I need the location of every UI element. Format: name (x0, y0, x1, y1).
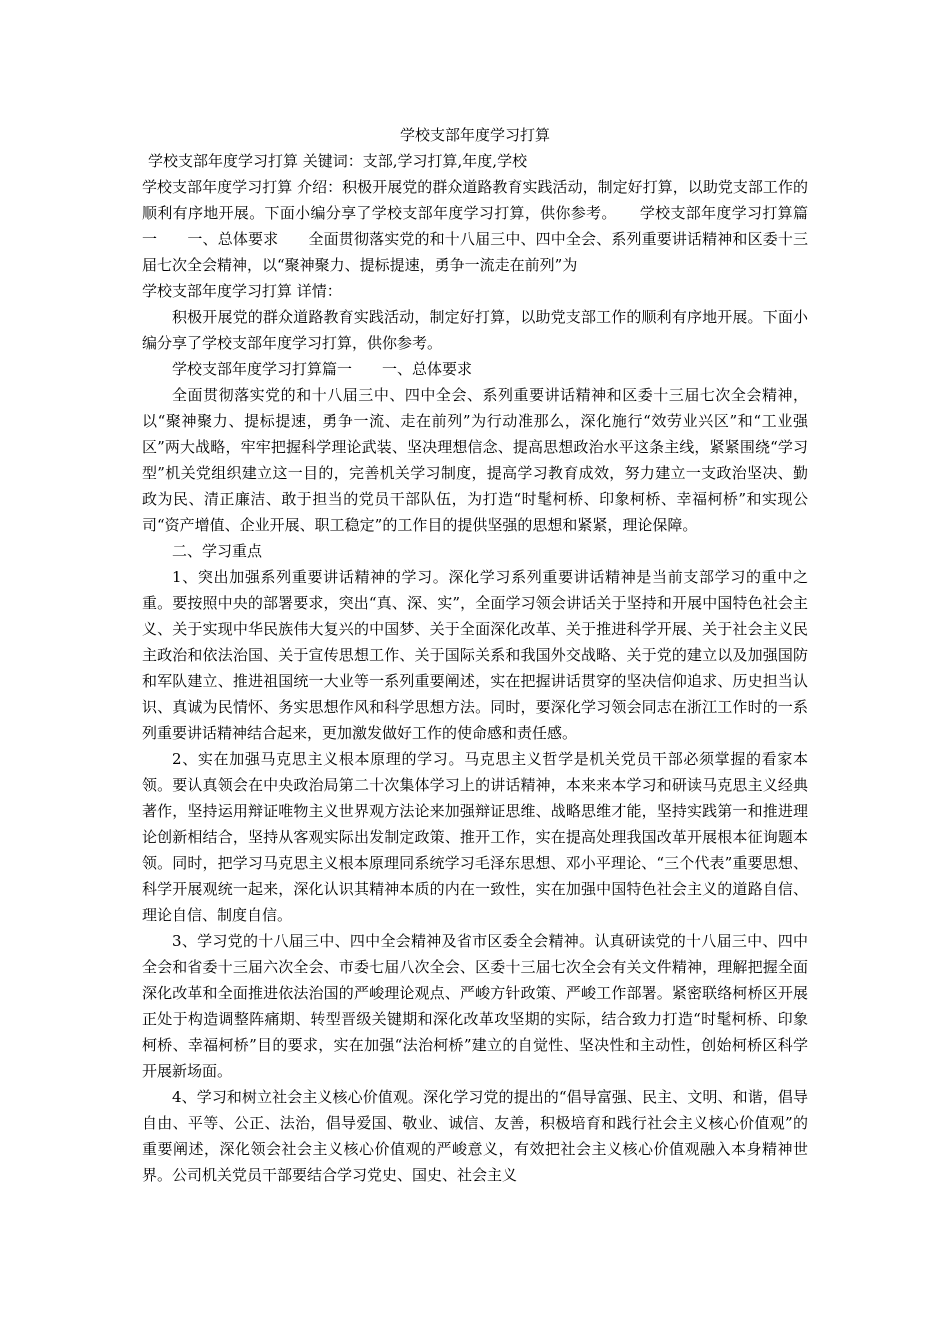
document-title: 学校支部年度学习打算 (399, 126, 550, 144)
details-label: 学校支部年度学习打算 详情： (142, 282, 342, 300)
paragraph-focus-1: 1、突出加强系列重要讲话精神的学习。深化学习系列重要讲话精神是当前支部学习的重中之重。要按照中央的部署要求，突出“真、深、实”，全面学习领会讲话关于坚持和开展中国特色社会主义、关于实现中华民族伟大复兴的中国梦、关于全面深化改革、关于推进科学开展、关于社会主义民主政治和依法治国、关于宣传思想工作、关于国际关系和我国外交战略、关于党的建立以及加强国防和军队建立、推进祖国统一大业等一系列重要阐述，实在把握讲话贯穿的坚决信仰追求、历史担当认识、真诚为民情怀、务实思想作风和科学思想方法。同时，要深化学习领会同志在浙江工作时的一系列重要讲话精神结合起来，更加激发做好工作的使命感和责任感。 (142, 568, 808, 742)
document-page (142, 122, 808, 1188)
intro-summary: 学校支部年度学习打算 介绍：积极开展党的群众道路教育实践活动，制定好打算，以助党支部工作的顺利有序地开展。下面小编分享了学校支部年度学习打算，供你参考。 学校支部年度学习打算篇一 一、总体要求 全面贯彻落实党的和十八届三中、四中全会、系列重要讲话精神和区委十三届七次全会精神，以“聚神聚力、提标提速，勇争一流走在前列”为 (142, 178, 808, 274)
keywords-line: 学校支部年度学习打算 关键词：支部,学习打算,年度,学校 (148, 152, 528, 170)
paragraph-focus-4: 4、学习和树立社会主义核心价值观。深化学习党的提出的“倡导富强、民主、文明、和谐，倡导自由、平等、公正、法治，倡导爱国、敬业、诚信、友善，积极培育和践行社会主义核心价值观”的重要阐述，深化领会社会主义核心价值观的严峻意义，有效把社会主义核心价值观融入本身精神世界。公司机关党员干部要结合学习党史、国史、社会主义 (142, 1088, 808, 1184)
paragraph-intro: 积极开展党的群众道路教育实践活动，制定好打算，以助党支部工作的顺利有序地开展。下面小编分享了学校支部年度学习打算，供你参考。 (142, 308, 808, 352)
section-heading-general-requirements: 学校支部年度学习打算篇一 一、总体要求 (172, 360, 473, 378)
paragraph-focus-3: 3、学习党的十八届三中、四中全会精神及省市区委全会精神。认真研读党的十八届三中、四中全会和省委十三届六次全会、市委七届八次全会、区委十三届七次全会有关文件精神，理解把握全面深化改革和全面推进依法治国的严峻理论观点、严峻方针政策、严峻工作部署。紧密联络柯桥区开展正处于构造调整阵痛期、转型晋级关键期和深化改革攻坚期的实际，结合致力打造“时髦柯桥、印象柯桥、幸福柯桥”目的要求，实在加强“法治柯桥”建立的自觉性、坚决性和主动性，创始柯桥区科学开展新场面。 (142, 932, 808, 1080)
paragraph-focus-2: 2、实在加强马克思主义根本原理的学习。马克思主义哲学是机关党员干部必须掌握的看家本领。要认真领会在中央政治局第二十次集体学习上的讲话精神，本来来本学习和研读马克思主义经典著作，坚持运用辩证唯物主义世界观方法论来加强辩证思维、战略思维才能，坚持实践第一和推进理论创新相结合，坚持从客观实际出发制定政策、推开工作，实在提高处理我国改革开展根本征询题本领。同时，把学习马克思主义根本原理同系统学习毛泽东思想、邓小平理论、“三个代表”重要思想、科学开展观统一起来，深化认识其精神本质的内在一致性，实在加强中国特色社会主义的道路自信、理论自信、制度自信。 (142, 750, 808, 924)
paragraph-general-requirements: 全面贯彻落实党的和十八届三中、四中全会、系列重要讲话精神和区委十三届七次全会精神，以“聚神聚力、提标提速，勇争一流、走在前列”为行动准那么，深化施行“效劳业兴区”和“工业强区”两大战略，牢牢把握科学理论武装、坚决理想信念、提高思想政治水平这条主线，紧紧围绕“学习型”机关党组织建立这一目的，完善机关学习制度，提高学习教育成效，努力建立一支政治坚决、勤政为民、清正廉洁、敢于担当的党员干部队伍，为打造“时髦柯桥、印象柯桥、幸福柯桥”和实现公司“资产增值、企业开展、职工稳定”的工作目的提供坚强的思想和紧紧，理论保障。 (142, 386, 808, 534)
section-heading-study-focus: 二、学习重点 (172, 542, 263, 560)
